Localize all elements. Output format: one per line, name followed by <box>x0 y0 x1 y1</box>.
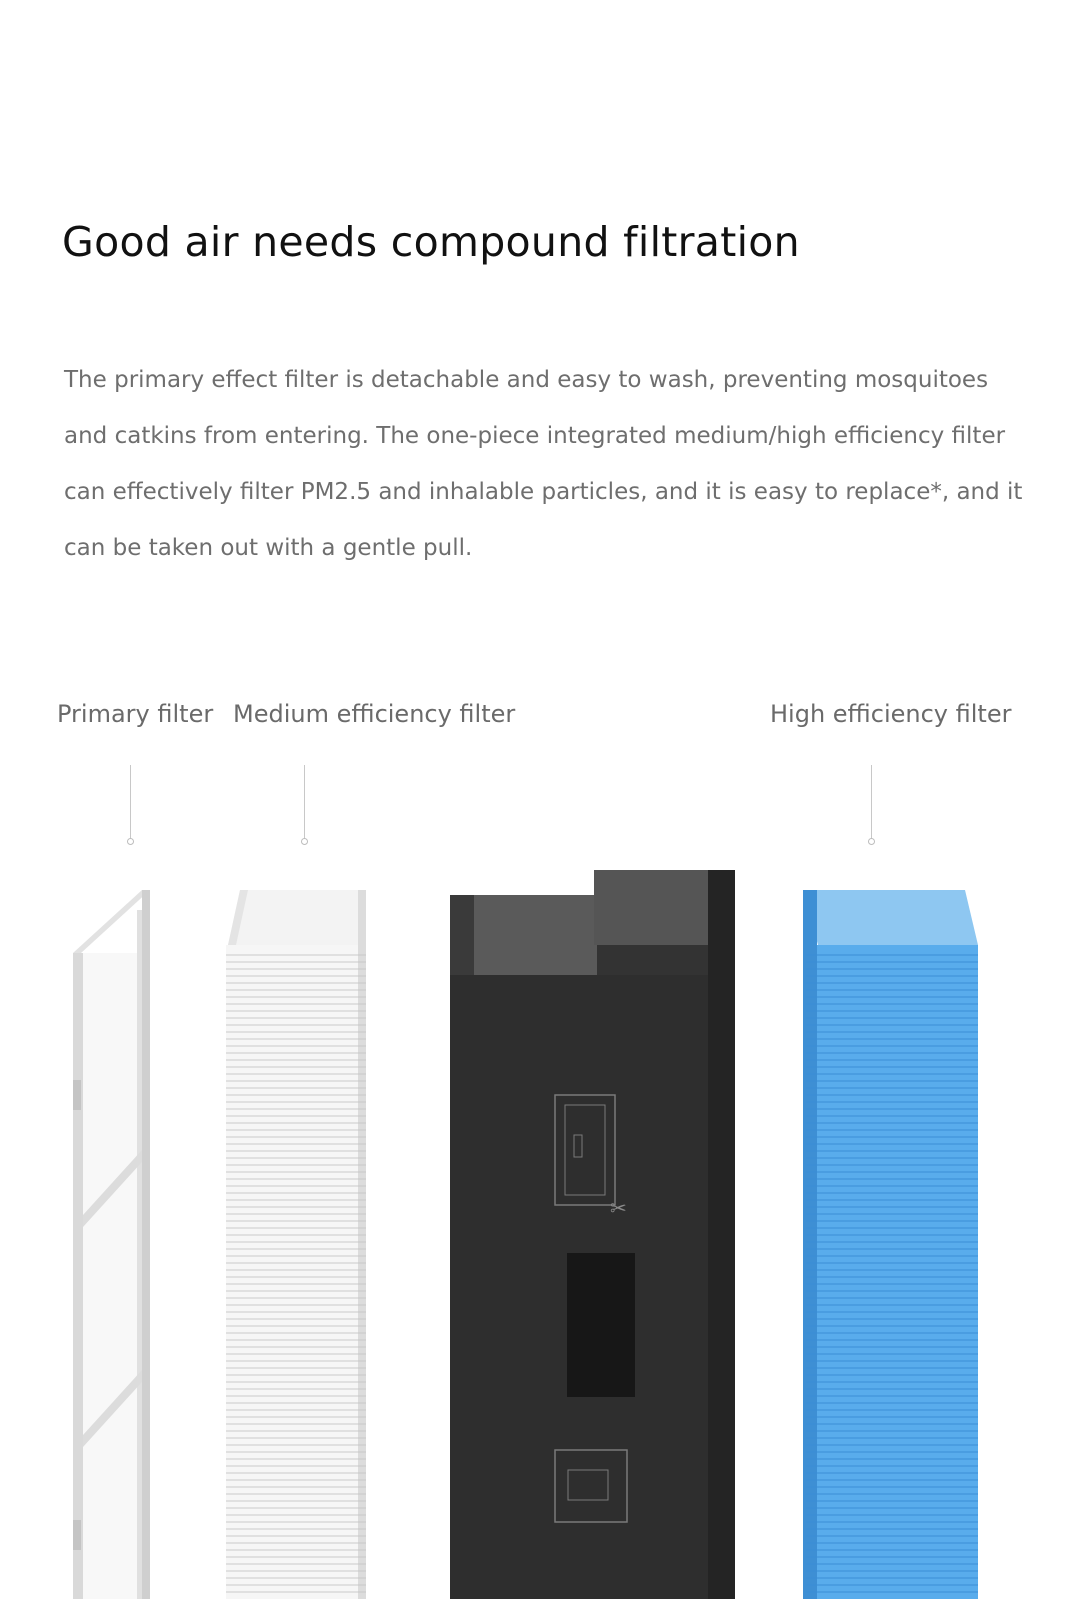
filter-layers-illustration <box>0 870 1080 1599</box>
primary-filter-frame-icon <box>73 890 150 1599</box>
high-filter-pleats-icon <box>803 890 978 1599</box>
label-primary-filter: Primary filter <box>57 700 214 728</box>
filter-housing-icon <box>450 870 735 1599</box>
section-headline: Good air needs compound filtration <box>62 218 800 266</box>
leader-line-medium <box>300 765 310 845</box>
leader-line-primary <box>126 765 136 845</box>
section-description: The primary effect filter is detachable and easy to wash, preventing mosquitoes and catkins from entering. The one-piece integrated medium/high efficiency filter can effectively filter PM2.5 and inhalable particles, and it is easy to replace*, and it can be taken out with a gentle pull. <box>64 367 1023 561</box>
label-medium-efficiency-filter: Medium efficiency filter <box>233 700 516 728</box>
medium-filter-pleats-icon <box>226 890 366 1599</box>
svg-text:✂: ✂ <box>610 1196 627 1220</box>
leader-line-high <box>867 765 877 845</box>
label-high-efficiency-filter: High efficiency filter <box>770 700 1012 728</box>
